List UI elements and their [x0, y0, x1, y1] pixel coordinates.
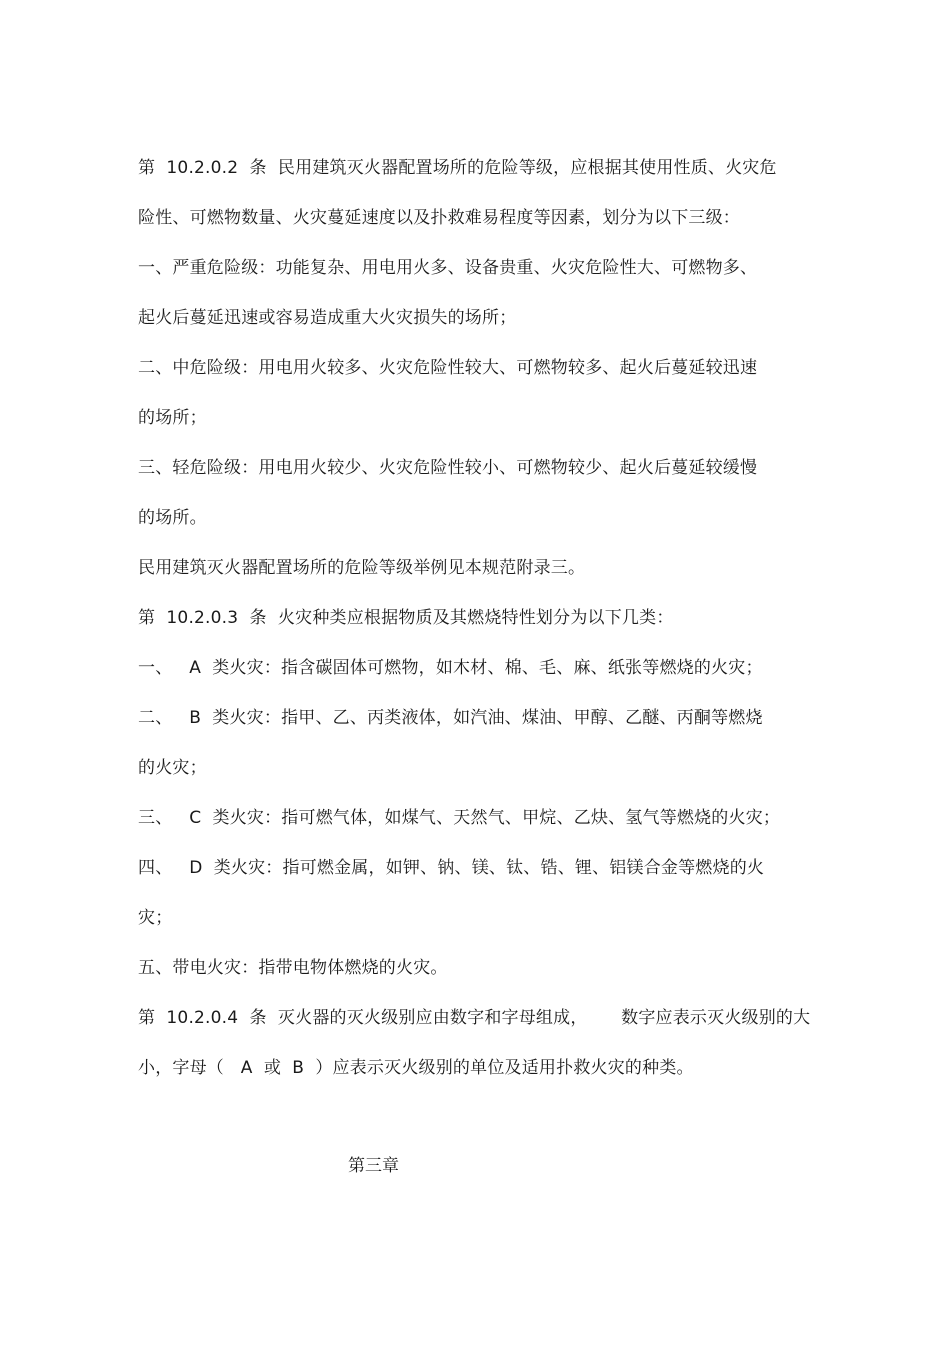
text-line: 三、轻危险级：用电用火较少、火灾危险性较小、可燃物较少、起火后蔓延较缓慢: [138, 458, 758, 478]
text-line: 一、严重危险级：功能复杂、用电用火多、设备贵重、火灾危险性大、可燃物多、: [138, 258, 758, 278]
text-line: 灾；: [138, 908, 173, 928]
text-line: 三、 C 类火灾：指可燃气体，如煤气、天然气、甲烷、乙炔、氢气等燃烧的火灾；: [138, 808, 781, 828]
text-line: 二、中危险级：用电用火较多、火灾危险性较大、可燃物较多、起火后蔓延较迅速: [138, 358, 758, 378]
text-line: 民用建筑灭火器配置场所的危险等级举例见本规范附录三。: [138, 558, 586, 578]
text-line: 一、 A 类火灾：指含碳固体可燃物，如木材、棉、毛、麻、纸张等燃烧的火灾；: [138, 658, 763, 678]
text-line: 五、带电火灾：指带电物体燃烧的火灾。: [138, 958, 448, 978]
text-line: 第 10.2.0.3 条 火灾种类应根据物质及其燃烧特性划分为以下几类：: [138, 608, 674, 628]
text-line: 险性、可燃物数量、火灾蔓延速度以及扑救难易程度等因素，划分为以下三级：: [138, 208, 740, 228]
text-line: 二、 B 类火灾：指甲、乙、丙类液体，如汽油、煤油、甲醇、乙醚、丙酮等燃烧: [138, 708, 763, 728]
text-line: 的火灾；: [138, 758, 207, 778]
text-line: 的场所。: [138, 508, 207, 528]
text-line: 的场所；: [138, 408, 207, 428]
text-line: 第 10.2.0.2 条 民用建筑灭火器配置场所的危险等级，应根据其使用性质、火灾危: [138, 158, 777, 178]
text-line: 四、 D 类火灾：指可燃金属，如钾、钠、镁、钛、锆、锂、铝镁合金等燃烧的火: [138, 858, 765, 878]
text-line: 小，字母（ A 或 B ）应表示灭火级别的单位及适用扑救火灾的种类。: [138, 1058, 694, 1078]
text-line: 第 10.2.0.4 条 灭火器的灭火级别应由数字和字母组成， 数字应表示灭火级别的大: [138, 1008, 811, 1028]
chapter-heading: 第三章: [348, 1156, 399, 1176]
text-line: 起火后蔓延迅速或容易造成重大火灾损失的场所；: [138, 308, 517, 328]
